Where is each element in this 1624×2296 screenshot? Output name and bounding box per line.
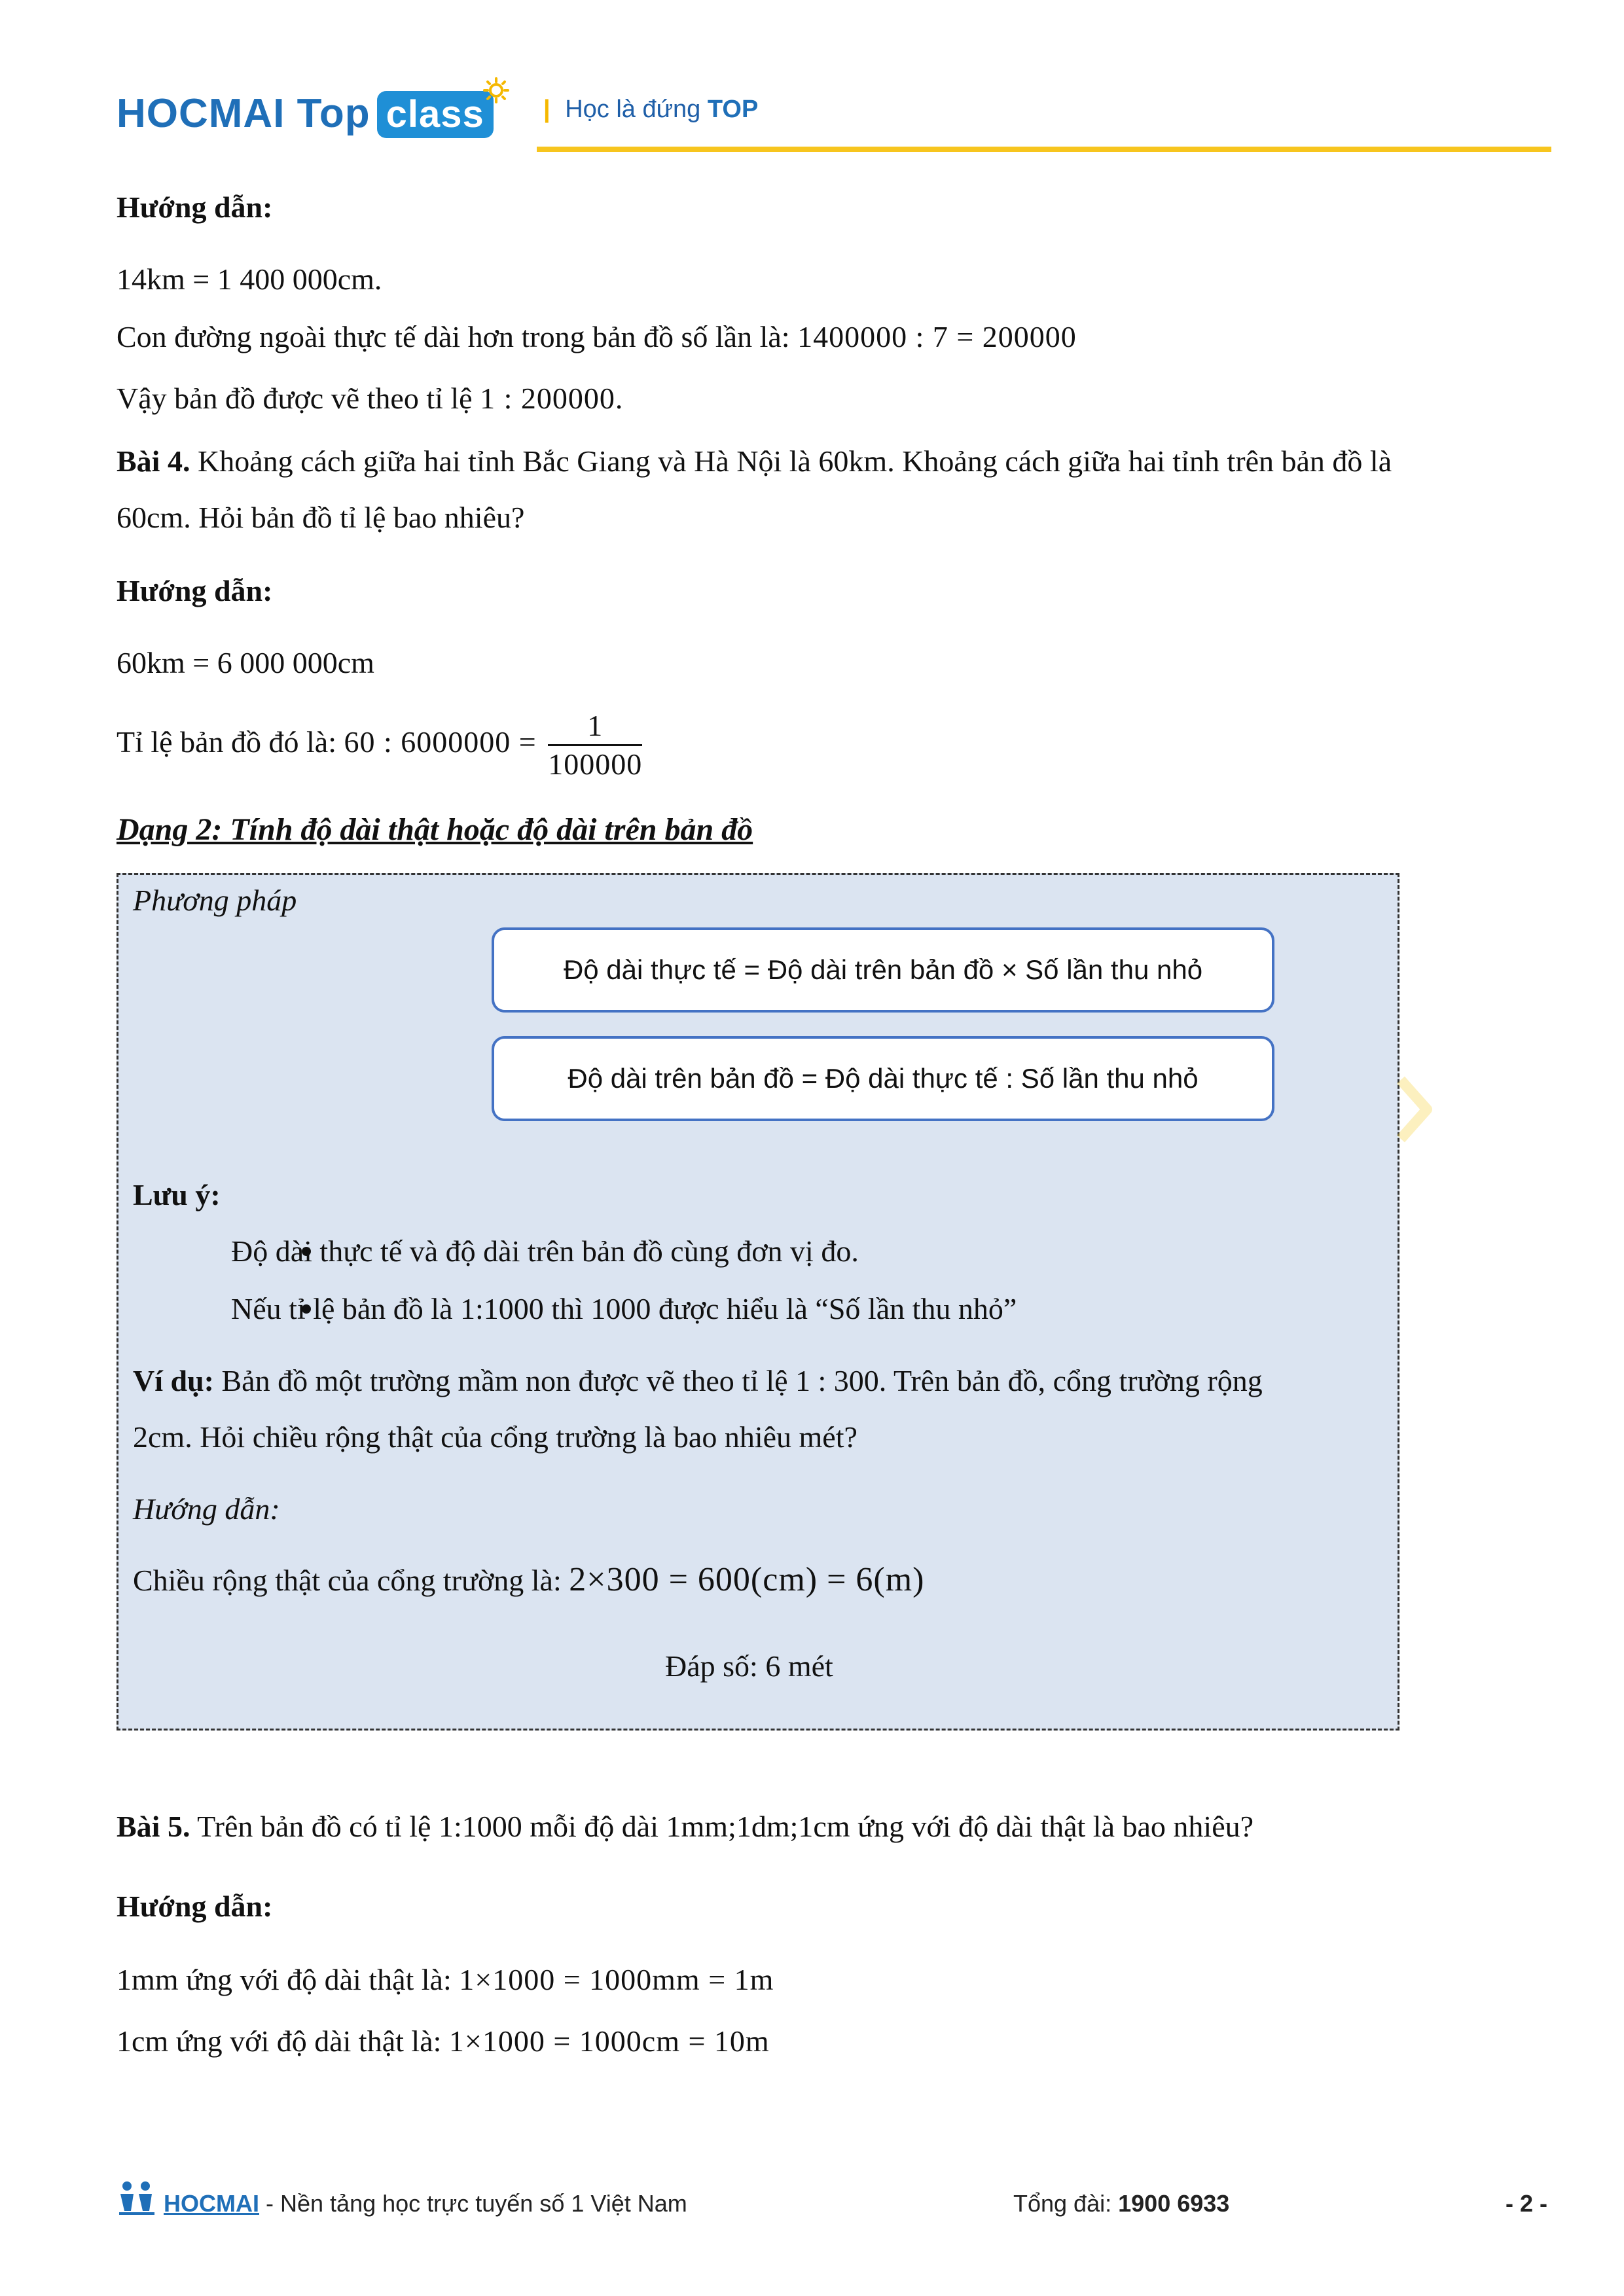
example-label: Ví dụ: [133, 1364, 214, 1397]
solution-text: Chiều rộng thật của cổng trường là: [133, 1564, 562, 1597]
mm-text: 1mm ứng với độ dài thật là: [117, 1963, 452, 1996]
brand-class: class [377, 91, 494, 138]
conversion-line-2: 60km = 6 000 000cm [117, 646, 374, 679]
example-line1 [133, 1362, 1263, 1400]
page-number: - 2 - [1506, 2190, 1548, 2217]
bai4-line2: 60cm. Hỏi bản đồ tỉ lệ bao nhiêu? [117, 501, 525, 534]
solution-math: 2×300 = 600(cm) = 6(m) [569, 1561, 925, 1598]
bai5-line [117, 1808, 1254, 1846]
bai5-label: Bài 5. [117, 1810, 190, 1843]
section-heading-dang2: Dạng 2: Tính độ dài thật hoặc độ dài trên bản đồ [117, 812, 753, 847]
formula-box-2: Độ dài trên bản đồ = Độ dài thực tế : Số lần thu nhỏ [492, 1036, 1274, 1121]
brand-top: Top [297, 91, 370, 136]
bai4-text1: Khoảng cách giữa hai tỉnh Bắc Giang và Hà Nội là 60km. Khoảng cách giữa hai tỉnh trên bản đồ là [197, 444, 1392, 478]
huong-dan-heading: Hướng dẫn: [117, 190, 273, 224]
method-box [117, 873, 1399, 1731]
tagline-highlight: TOP [707, 96, 759, 123]
brand-logo [117, 90, 494, 138]
fraction-text: Tỉ lệ bản đồ đó là: [117, 725, 336, 759]
fraction [548, 708, 642, 783]
scale-text: Vậy bản đồ được vẽ theo tỉ lệ [117, 382, 473, 415]
example-solution [133, 1561, 924, 1600]
bai5-text: Trên bản đồ có tỉ lệ 1:1000 mỗi độ dài 1mm;1dm;1cm ứng với độ dài thật là bao nhiêu? [197, 1810, 1254, 1843]
conversion-line: 14km = 1 400 000cm. [117, 262, 382, 296]
luu-y-heading: Lưu ý: [133, 1178, 221, 1211]
cm-math: 1×1000 = 1000cm = 10m [448, 2024, 770, 2058]
tagline-text: Học là đứng [565, 96, 701, 123]
example-text1: Bản đồ một trường mầm non được vẽ theo tỉ lệ 1 : 300. Trên bản đồ, cổng trường rộng [221, 1364, 1263, 1397]
note-bullet-1: Độ dài thực tế và độ dài trên bản đồ cùng đơn vị đo. [231, 1234, 859, 1268]
sun-watermark-icon [1394, 1073, 1434, 1145]
footer-left [164, 2190, 687, 2217]
scale-math: 1 : 200000. [480, 382, 624, 415]
example-answer: Đáp số: 6 mét [665, 1649, 833, 1683]
cm-text: 1cm ứng với độ dài thật là: [117, 2024, 442, 2058]
sun-icon [483, 77, 509, 103]
cm-line [117, 2022, 770, 2060]
brand-name: HOCMAI [117, 91, 285, 136]
fraction-math: 60 : 6000000 = [344, 725, 537, 759]
hotline-number: 1900 6933 [1118, 2190, 1230, 2217]
footer-brand-link[interactable]: HOCMAI [164, 2190, 259, 2217]
ratio-line [117, 318, 1077, 356]
ratio-text: Con đường ngoài thực tế dài hơn trong bản đồ số lần là: [117, 320, 790, 353]
footer-hotline [1013, 2190, 1229, 2217]
hocmai-footer-icon [117, 2179, 157, 2216]
header-rule [537, 147, 1551, 152]
fraction-numerator: 1 [548, 708, 642, 746]
bai4-label: Bài 4. [117, 444, 190, 478]
example-huong-dan: Hướng dẫn: [133, 1492, 280, 1526]
huong-dan-heading-2: Hướng dẫn: [117, 574, 273, 607]
huong-dan-heading-3: Hướng dẫn: [117, 1890, 273, 1923]
hotline-label: Tổng đài: [1013, 2190, 1112, 2217]
formula-box-1: Độ dài thực tế = Độ dài trên bản đồ × Số lần thu nhỏ [492, 927, 1274, 1013]
mm-math: 1×1000 = 1000mm = 1m [459, 1963, 774, 1996]
fraction-line [117, 706, 642, 783]
example-line2: 2cm. Hỏi chiều rộng thật của cổng trường là bao nhiêu mét? [133, 1420, 857, 1454]
header-tagline [543, 96, 758, 124]
scale-line [117, 380, 623, 418]
method-title: Phương pháp [133, 884, 297, 917]
ratio-math: 1400000 : 7 = 200000 [797, 320, 1077, 353]
fraction-denominator: 100000 [548, 747, 643, 781]
tagline-separator: | [543, 96, 550, 123]
bai4-line1 [117, 442, 1392, 480]
mm-line [117, 1961, 774, 1999]
footer-slogan: - Nền tảng học trực tuyến số 1 Việt Nam [266, 2190, 687, 2217]
note-bullet-2: Nếu tỉ lệ bản đồ là 1:1000 thì 1000 được hiểu là “Số lần thu nhỏ” [231, 1292, 1017, 1325]
